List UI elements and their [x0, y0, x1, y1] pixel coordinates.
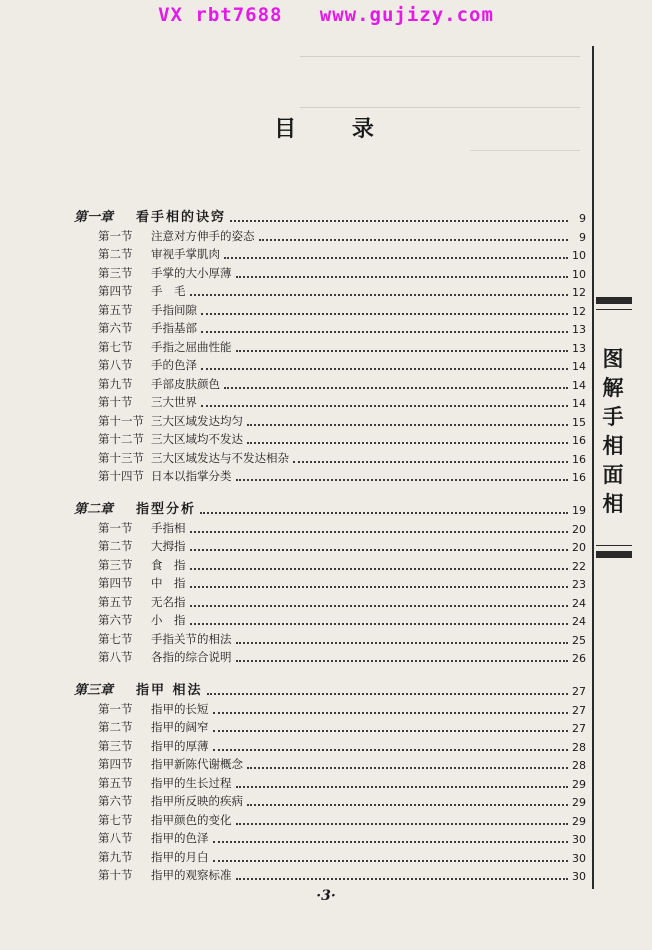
dot-leader — [236, 266, 569, 278]
toc-section[interactable] — [74, 517, 586, 536]
section-number: 第一节 — [98, 228, 133, 243]
section-number: 第八节 — [98, 650, 133, 664]
toc-section[interactable] — [74, 791, 586, 810]
section-title: 指甲的生长过程 — [151, 775, 232, 790]
toc-section[interactable] — [74, 754, 586, 773]
toc-section[interactable] — [74, 573, 586, 592]
toc-section[interactable] — [74, 262, 586, 281]
side-tab-bottom-rule — [596, 545, 632, 546]
side-tab-top-rule — [596, 309, 632, 310]
toc-section[interactable] — [74, 536, 586, 555]
section-page: 29 — [572, 814, 586, 828]
section-page: 28 — [572, 759, 586, 772]
section-page: 9 — [579, 230, 586, 244]
section-number: 第十二节 — [98, 432, 144, 446]
section-title: 手指相 — [151, 520, 186, 535]
side-title-char: 手 — [602, 404, 624, 429]
section-page: 24 — [572, 615, 586, 628]
section-page: 16 — [572, 471, 586, 484]
table-of-contents — [74, 203, 586, 883]
section-title: 手的色泽 — [151, 358, 197, 372]
section-title: 三大区域发达与不发达相杂 — [151, 450, 289, 465]
chapter-number: 第三章 — [74, 683, 114, 698]
toc-section[interactable] — [74, 647, 586, 666]
section-page: 28 — [572, 740, 586, 754]
section-title: 日本以指掌分类 — [151, 469, 232, 483]
page-number: ·3· — [316, 888, 336, 904]
toc-section[interactable] — [74, 410, 586, 429]
dot-leader — [236, 469, 569, 481]
dot-leader — [213, 702, 569, 714]
section-title: 手部皮肤颜色 — [151, 376, 220, 391]
toc-section[interactable] — [74, 336, 586, 355]
section-number: 第六节 — [98, 321, 133, 335]
section-page: 13 — [572, 341, 586, 355]
section-title: 手指之屈曲性能 — [151, 339, 232, 354]
toc-section[interactable] — [74, 244, 586, 263]
section-title: 小 指 — [151, 613, 186, 627]
dot-leader — [201, 395, 568, 407]
toc-section[interactable] — [74, 865, 586, 884]
section-title: 三大区域发达均匀 — [151, 413, 243, 428]
side-title-char: 相 — [602, 433, 624, 458]
section-page: 10 — [572, 267, 586, 281]
section-title: 食 指 — [151, 557, 186, 572]
section-page: 14 — [572, 360, 586, 373]
dot-leader — [293, 451, 568, 463]
dot-leader — [236, 340, 569, 352]
toc-section[interactable] — [74, 610, 586, 629]
toc-section[interactable] — [74, 281, 586, 300]
section-title: 三大世界 — [151, 395, 197, 409]
section-number: 第四节 — [98, 757, 133, 771]
toc-section[interactable] — [74, 846, 586, 865]
dot-leader — [259, 229, 569, 241]
page-title: 目 录 — [274, 117, 398, 142]
section-title: 指甲的色泽 — [151, 831, 209, 845]
section-title: 手指基部 — [151, 321, 197, 335]
toc-section[interactable] — [74, 735, 586, 754]
section-page: 24 — [572, 596, 586, 610]
section-page: 26 — [572, 652, 586, 665]
dot-leader — [190, 595, 569, 607]
dot-leader — [236, 813, 569, 825]
section-number: 第三节 — [98, 557, 133, 572]
watermark-text: VX rbt7688 www.gujizy.com — [158, 4, 494, 26]
section-title: 手指间隙 — [151, 302, 197, 317]
toc-section[interactable] — [74, 355, 586, 374]
section-number: 第二节 — [98, 539, 133, 553]
section-title: 三大区域均不发达 — [151, 432, 243, 446]
section-page: 22 — [572, 559, 586, 573]
side-title-char: 图 — [602, 346, 624, 371]
dot-leader — [207, 683, 568, 695]
section-page: 25 — [572, 633, 586, 647]
bleed-through-texture — [300, 56, 580, 108]
section-page: 27 — [572, 703, 586, 717]
section-number: 第六节 — [98, 613, 133, 627]
section-number: 第五节 — [98, 302, 133, 317]
dot-leader — [236, 632, 569, 644]
toc-section[interactable] — [74, 225, 586, 244]
chapter-title: 看手相的诀窍 — [136, 210, 227, 225]
dot-leader — [201, 358, 568, 370]
dot-leader — [236, 776, 569, 788]
side-tab-bottom-bar — [596, 551, 632, 558]
toc-section[interactable] — [74, 698, 586, 717]
dot-leader — [247, 414, 568, 426]
section-title: 审视手掌肌肉 — [151, 247, 220, 261]
toc-section[interactable] — [74, 717, 586, 736]
bleed-through-texture — [470, 150, 580, 191]
section-number: 第五节 — [98, 594, 133, 609]
section-title: 指甲的月白 — [151, 849, 209, 864]
section-number: 第十三节 — [98, 450, 144, 465]
dot-leader — [201, 303, 568, 315]
section-number: 第十节 — [98, 395, 133, 409]
dot-leader — [230, 210, 568, 222]
section-title: 手指关节的相法 — [151, 631, 232, 646]
chapter-title: 指甲 相法 — [136, 683, 203, 698]
section-title: 中 指 — [151, 576, 186, 590]
dot-leader — [213, 850, 569, 862]
section-number: 第九节 — [98, 849, 133, 864]
section-page: 15 — [572, 415, 586, 429]
toc-chapter[interactable] — [74, 203, 586, 225]
dot-leader — [213, 831, 569, 843]
section-title: 手掌的大小厚薄 — [151, 265, 232, 280]
side-tab-top-bar — [596, 297, 632, 304]
dot-leader — [236, 868, 569, 880]
dot-leader — [236, 650, 569, 662]
toc-section[interactable] — [74, 554, 586, 573]
section-number: 第一节 — [98, 520, 133, 535]
section-page: 20 — [572, 522, 586, 536]
section-page: 12 — [572, 286, 586, 299]
toc-section[interactable] — [74, 392, 586, 411]
section-number: 第六节 — [98, 794, 133, 808]
toc-section[interactable] — [74, 318, 586, 337]
chapter-page: 9 — [579, 212, 586, 225]
section-page: 14 — [572, 397, 586, 410]
section-title: 指甲的观察标准 — [151, 868, 232, 882]
section-title: 手 毛 — [151, 284, 186, 298]
dot-leader — [200, 502, 568, 514]
section-title: 指甲的长短 — [151, 701, 209, 716]
section-number: 第四节 — [98, 284, 133, 298]
dot-leader — [190, 613, 569, 625]
chapter-number: 第一章 — [74, 210, 114, 225]
section-number: 第十节 — [98, 868, 133, 882]
section-number: 第八节 — [98, 831, 133, 845]
toc-section[interactable] — [74, 628, 586, 647]
dot-leader — [224, 247, 568, 259]
section-page: 30 — [572, 851, 586, 865]
dot-leader — [190, 539, 569, 551]
section-page: 30 — [572, 833, 586, 846]
dot-leader — [190, 284, 569, 296]
toc-section[interactable] — [74, 373, 586, 392]
chapter-page: 19 — [572, 504, 586, 517]
section-page: 27 — [572, 722, 586, 735]
section-number: 第五节 — [98, 775, 133, 790]
section-title: 指甲颜色的变化 — [151, 812, 232, 827]
section-title: 注意对方伸手的姿态 — [151, 228, 255, 243]
section-title: 指甲的厚薄 — [151, 738, 209, 753]
section-number: 第二节 — [98, 247, 133, 261]
toc-section[interactable] — [74, 772, 586, 791]
section-page: 12 — [572, 304, 586, 318]
section-number: 第七节 — [98, 812, 133, 827]
chapter-title: 指型分析 — [136, 502, 197, 517]
section-title: 指甲的阔窄 — [151, 720, 209, 734]
dot-leader — [190, 576, 569, 588]
dot-leader — [224, 377, 568, 389]
section-title: 指甲所反映的疾病 — [151, 794, 243, 808]
section-page: 20 — [572, 541, 586, 554]
section-number: 第八节 — [98, 358, 133, 372]
dot-leader — [213, 720, 569, 732]
section-title: 各指的综合说明 — [151, 650, 232, 664]
toc-chapter[interactable] — [74, 676, 586, 698]
section-number: 第十四节 — [98, 469, 144, 483]
chapter-number: 第二章 — [74, 502, 114, 517]
toc-chapter[interactable] — [74, 495, 586, 517]
dot-leader — [201, 321, 568, 333]
dot-leader — [190, 521, 569, 533]
toc-section[interactable] — [74, 466, 586, 485]
dot-leader — [247, 794, 568, 806]
section-page: 16 — [572, 452, 586, 466]
side-title-char: 面 — [602, 462, 624, 487]
dot-leader — [190, 558, 569, 570]
section-page: 16 — [572, 434, 586, 447]
toc-section[interactable] — [74, 429, 586, 448]
dot-leader — [247, 757, 568, 769]
section-page: 13 — [572, 323, 586, 336]
dot-leader — [247, 432, 568, 444]
section-number: 第十一节 — [98, 413, 144, 428]
side-running-title — [594, 344, 632, 518]
section-page: 14 — [572, 378, 586, 392]
toc-section[interactable] — [74, 828, 586, 847]
dot-leader — [213, 739, 569, 751]
side-title-char: 解 — [602, 375, 624, 400]
section-number: 第四节 — [98, 576, 133, 590]
section-title: 大拇指 — [151, 539, 186, 553]
section-page: 29 — [572, 777, 586, 791]
chapter-page: 27 — [572, 685, 586, 698]
section-title: 指甲新陈代谢概念 — [151, 757, 243, 771]
toc-section[interactable] — [74, 299, 586, 318]
section-page: 30 — [572, 870, 586, 883]
section-number: 第三节 — [98, 738, 133, 753]
toc-section[interactable] — [74, 809, 586, 828]
section-page: 23 — [572, 578, 586, 591]
section-number: 第三节 — [98, 265, 133, 280]
section-number: 第一节 — [98, 701, 133, 716]
toc-section[interactable] — [74, 447, 586, 466]
section-page: 10 — [572, 249, 586, 262]
section-page: 29 — [572, 796, 586, 809]
section-title: 无名指 — [151, 594, 186, 609]
side-title-char: 相 — [602, 491, 624, 516]
toc-section[interactable] — [74, 591, 586, 610]
section-number: 第二节 — [98, 720, 133, 734]
section-number: 第九节 — [98, 376, 133, 391]
section-number: 第七节 — [98, 631, 133, 646]
section-number: 第七节 — [98, 339, 133, 354]
